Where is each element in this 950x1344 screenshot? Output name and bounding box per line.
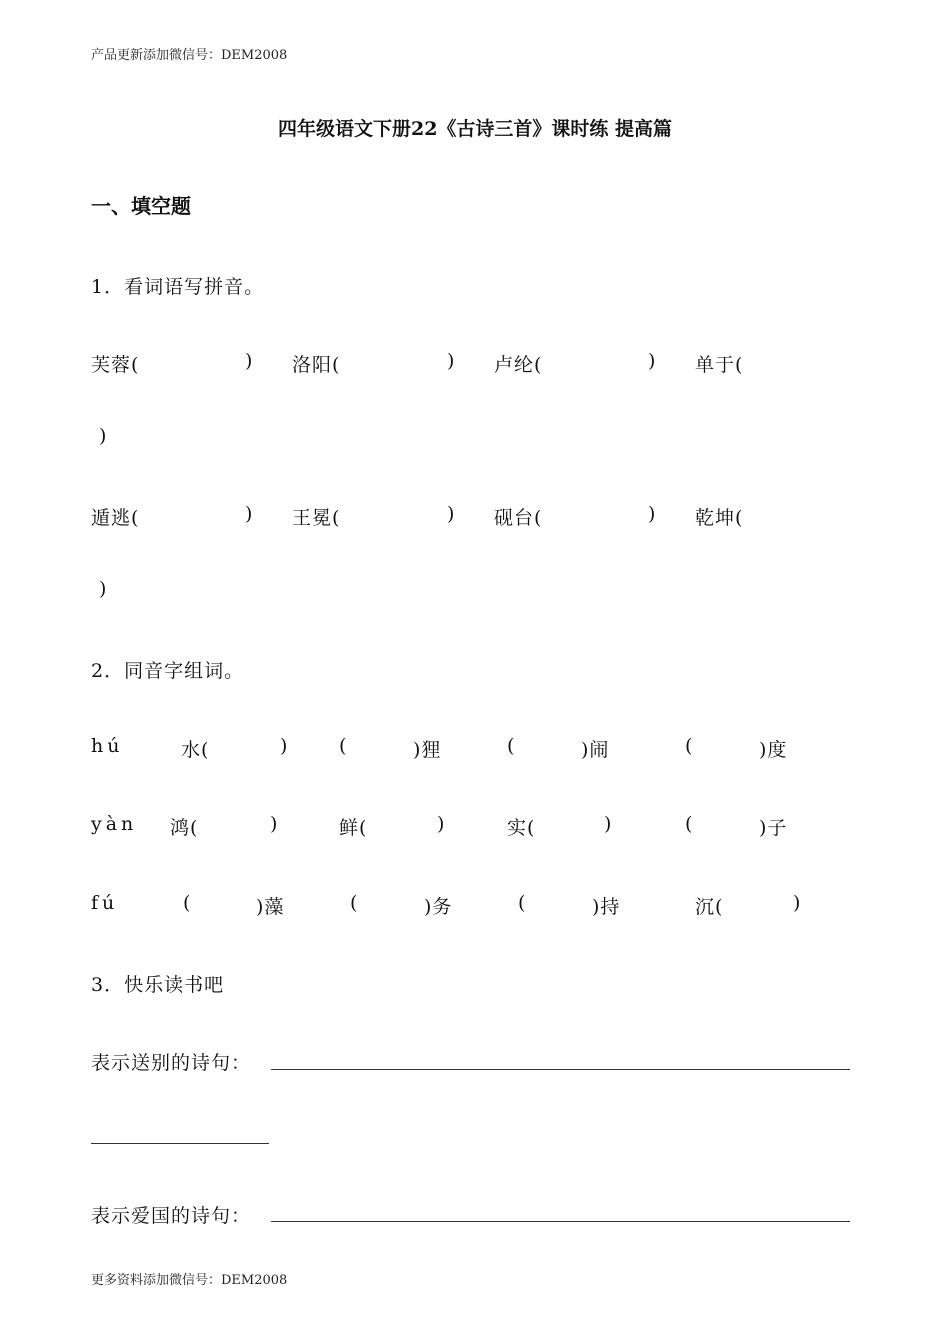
q1-word-5: 遁逃( [91,507,140,529]
q2-yan-4b: )子 [759,817,788,839]
q2-yan-2a: 鲜( [339,817,368,839]
q2-yan-1b: ) [270,813,279,835]
q2-hu-2a: ( [339,735,348,757]
q2-fu-3a: ( [518,892,527,914]
q2-hu-1b: ) [280,735,289,757]
q2-fu-1a: ( [183,892,192,914]
q3-patriotic-label: 表示爱国的诗句： [91,1205,252,1227]
q2-fu-3b: )持 [592,896,621,918]
q2-hu-3a: ( [507,735,516,757]
q2-hu-2b: )狸 [413,739,442,761]
q1-word-3: 卢纶( [494,354,543,376]
q2-pinyin-fu: fú [91,892,119,914]
q2-prompt: 2．同音字组词。 [91,660,245,682]
q1-close-2: ) [447,350,456,372]
q2-pinyin-yan: yàn [91,813,138,835]
q2-fu-2a: ( [350,892,359,914]
section-title: 一、填空题 [91,194,191,218]
q2-pinyin-hu: hú [91,735,124,757]
q2-yan-1a: 鸿( [170,817,199,839]
q2-fu-1b: )藻 [256,896,285,918]
q1-word-2: 洛阳( [292,354,341,376]
q2-yan-2b: ) [437,813,446,835]
q3-farewell-label: 表示送别的诗句： [91,1052,252,1074]
q1-word-8: 乾坤( [695,507,744,529]
q2-fu-4b: ) [793,892,802,914]
q1-close-6: ) [447,503,456,525]
q2-hu-3b: )闹 [581,739,610,761]
q1-close-8: ) [99,578,108,600]
q2-hu-1a: 水( [181,739,210,761]
q1-word-1: 芙蓉( [91,354,140,376]
page-title: 四年级语文下册22《古诗三首》课时练 提高篇 [277,118,673,140]
q1-close-5: ) [245,503,254,525]
q3-prompt: 3．快乐读书吧 [91,974,225,996]
q2-yan-4a: ( [685,813,694,835]
q2-yan-3b: ) [604,813,613,835]
q1-close-3: ) [648,350,657,372]
header-note: 产品更新添加微信号：DEM2008 [91,48,288,63]
q2-yan-3a: 实( [507,817,536,839]
q1-prompt: 1．看词语写拼音。 [91,276,265,298]
footer-note: 更多资料添加微信号：DEM2008 [91,1273,288,1288]
q2-fu-4a: 沉( [695,896,724,918]
q3-patriotic-answer-line[interactable] [271,1221,850,1222]
q1-close-7: ) [648,503,657,525]
q3-farewell-answer-line[interactable] [271,1069,850,1070]
q1-close-1: ) [245,350,254,372]
q2-hu-4b: )度 [759,739,788,761]
q1-word-7: 砚台( [494,507,543,529]
q1-word-6: 王冕( [292,507,341,529]
q3-farewell-answer-line-cont[interactable] [91,1143,269,1144]
q2-hu-4a: ( [685,735,694,757]
q2-fu-2b: )务 [424,896,453,918]
q1-close-4: ) [99,425,108,447]
q1-word-4: 单于( [695,354,744,376]
